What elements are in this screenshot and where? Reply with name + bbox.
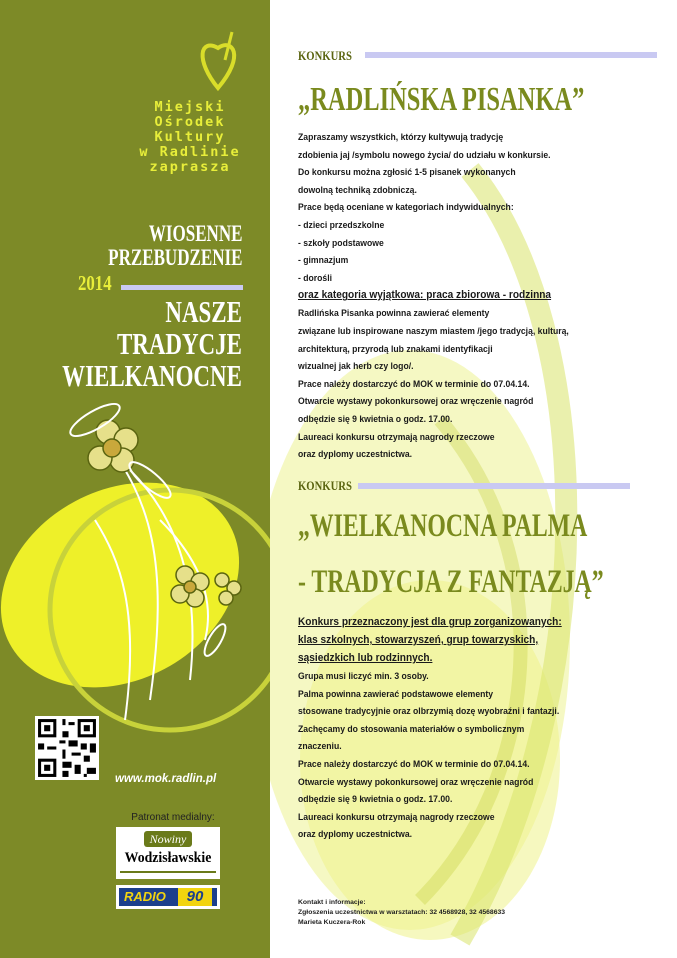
contest1-title: „RADLIŃSKA PISANKA” (298, 81, 585, 118)
contest1-description: Zapraszamy wszystkich, którzy kultywują tradycję zdobienia jaj /symbolu nowego życia/ do udziału w konkursie. Do konkursu można zgłosić 1-5 pisanek wykonanych dowolną techniką zdobniczą. Prace będą oceniane w kategoriach indywidualnych: - dzieci przedszkolne - szkoły podstawowe - gimnazjum - dorośli oraz kategoria wyjątkowa: praca zbiorowa - rodzinna Radlińska Pisanka powinna zawierać elementy związane lub inspirowane naszym miastem /jego tradycją, kulturą, architekturą, przyrodą lub znakami identyfikacji wizualnej jak herb czy logo/. Prace należy dostarczyć do MOK w terminie do 07.04.14. Otwarcie wystawy pokonkursowej oraz wręczenie nagród odbędzie się 9 kwietnia o godz. 17.00. Laureaci konkursu otrzymają nagrody rzeczowe oraz dyplomy uczestnictwa. (298, 131, 569, 460)
tradition-heading: NASZE TRADYCJE WIELKANOCNE (62, 294, 242, 393)
qr-code-icon[interactable] (35, 716, 99, 780)
contest2-description: Konkurs przeznaczony jest dla grup zorganizowanych: klas szkolnych, stowarzyszeń, grup towarzyskich, sąsiedzkich lub rodzinnych. Grupa musi liczyć min. 3 osoby. Palma powinna zawierać podstawowe elementy stosowane tradycyjnie oraz olbrzymią dozę wyobraźni i fantazji. Zachęcamy do stosowania materiałów o symbolicznym znaczeniu. Prace należy dostarczyć do MOK w terminie do 07.04.14. Otwarcie wystawy pokonkursowej oraz wręczenie nagród odbędzie się 9 kwietnia o godz. 17.00. Laureaci konkursu otrzymają nagrody rzeczowe oraz dyplomy uczestnictwa. (298, 616, 562, 840)
contest1-special-category: oraz kategoria wyjątkowa: praca zbiorowa - rodzinna (298, 289, 552, 302)
heart-logo-icon (203, 45, 235, 88)
nowiny-wodzislawskie-logo (116, 827, 220, 879)
media-logo-main: Wodzisławskie (124, 850, 212, 866)
radio-logo-number: 90 (178, 888, 212, 906)
website-link[interactable]: www.mok.radlin.pl (115, 773, 217, 785)
contest2-divider (358, 483, 630, 489)
organizer-name: Miejski Ośrodek Kultury w Radlinie zaprasza (139, 99, 241, 175)
contest2-label: KONKURS (298, 478, 352, 493)
radio-90-logo (116, 885, 220, 909)
contest2-title-line2: - TRADYCJA Z FANTAZJĄ” (298, 564, 604, 600)
contest1-divider (365, 52, 657, 58)
media-logo-top: Nowiny (149, 832, 187, 846)
sidebar (0, 0, 270, 958)
radio-logo-text: RADIO (124, 889, 166, 904)
contact-info: Kontakt i informacje: Zgłoszenia uczestnictwa w warsztatach: 32 4568928, 32 4568633 Marieta Kuczera-Rok (298, 899, 506, 926)
event-year: 2014 (78, 271, 112, 295)
event-title: WIOSENNE PRZEBUDZENIE (107, 221, 242, 270)
year-divider (121, 285, 243, 290)
contest1-label: KONKURS (298, 48, 352, 63)
media-patron-label: Patronat medialny: (131, 812, 215, 823)
contest2-title-line1: „WIELKANOCNA PALMA (298, 508, 588, 544)
